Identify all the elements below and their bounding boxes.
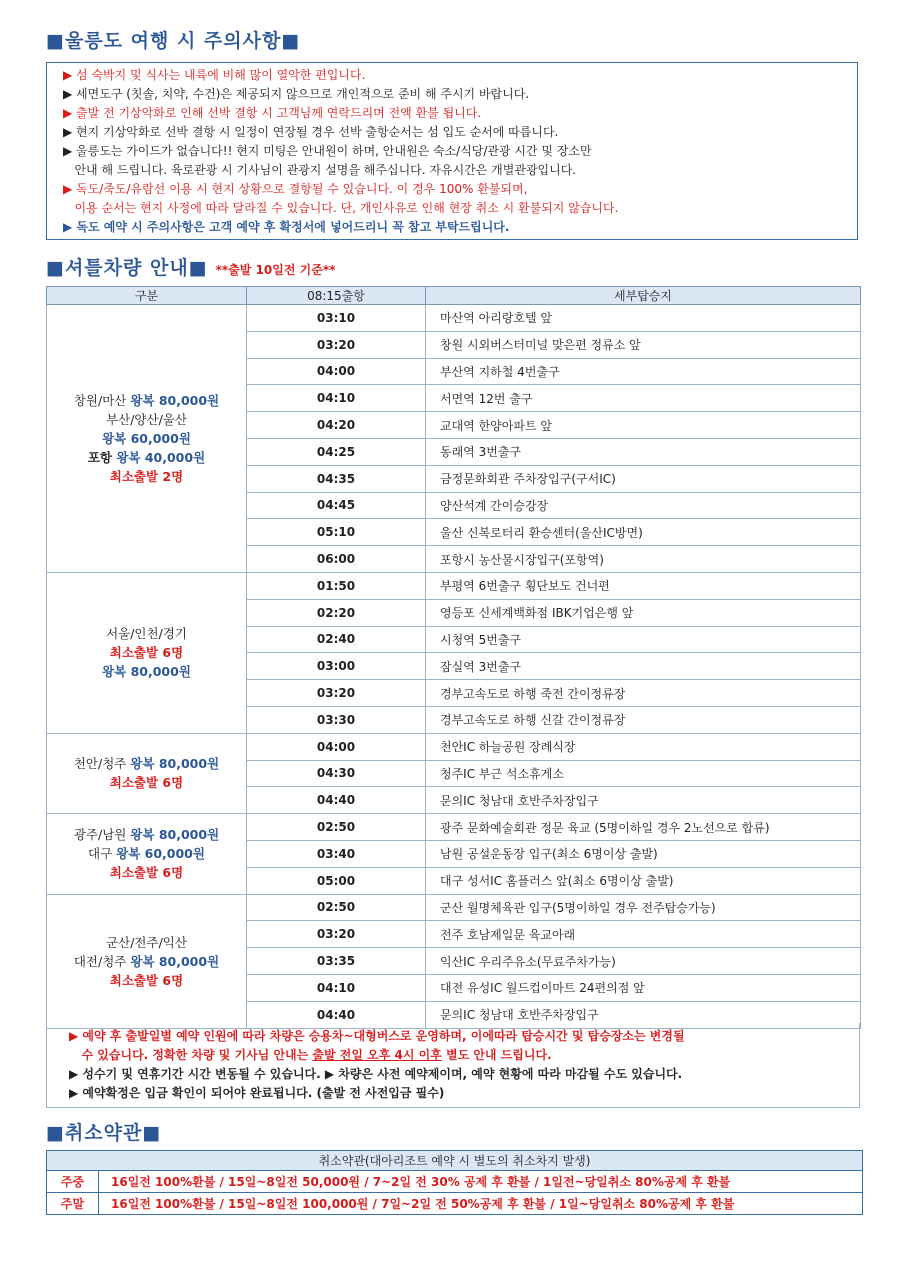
region-line (47, 662, 246, 681)
boarding-stop: 창원 시외버스터미널 맞은편 정류소 앞 (426, 331, 861, 358)
boarding-stop: 시청역 5번출구 (426, 626, 861, 653)
boarding-stop: 경부고속도로 하행 죽전 간이정류장 (426, 680, 861, 707)
departure-time: 01:50 (247, 572, 426, 599)
notice-line: 안내 해 드립니다. 육로관광 시 기사님이 관광지 설명을 해주십니다. 자유시간은 개별관광입니다. (63, 163, 577, 177)
table-row (47, 894, 861, 921)
departure-time: 05:10 (247, 519, 426, 546)
notice-title: ■울릉도 여행 시 주의사항■ (46, 30, 301, 52)
cancel-text-weekend: 16일전 100%환불 / 15일~8일전 100,000원 / 7일~2일 전 50%공제 후 환불 / 1일~당일취소 80%공제 후 환불 (99, 1193, 863, 1215)
table-row (47, 1171, 863, 1193)
departure-time: 03:20 (247, 680, 426, 707)
boarding-stop: 군산 월명체육관 입구(5명이하일 경우 전주탑승가능) (426, 894, 861, 921)
cancel-label-weekday: 주중 (47, 1171, 99, 1193)
boarding-stop: 교대역 한양아파트 앞 (426, 412, 861, 439)
region-line (47, 467, 246, 486)
departure-time: 04:35 (247, 465, 426, 492)
departure-time: 05:00 (247, 867, 426, 894)
notice-line: ▶ 섬 숙박지 및 식사는 내륙에 비해 많이 열악한 편입니다. (63, 68, 366, 82)
region-text: 대구 (88, 846, 117, 862)
shuttle-subtitle: **출발 10일전 기준** (215, 263, 336, 277)
boarding-stop: 영등포 신세계백화점 IBK기업은행 앞 (426, 599, 861, 626)
boarding-stop: 남원 공설운동장 입구(최소 6명이상 출발) (426, 840, 861, 867)
header-category: 구분 (47, 287, 247, 305)
notice-box (46, 62, 858, 240)
shuttle-header-row (47, 287, 861, 305)
region-cell (47, 572, 247, 733)
boarding-stop: 금정문화회관 주차장입구(구서IC) (426, 465, 861, 492)
region-line (47, 825, 246, 844)
boarding-stop: 대전 유성IC 월드컵이마트 24편의점 앞 (426, 974, 861, 1001)
departure-time: 02:40 (247, 626, 426, 653)
shuttle-body (47, 305, 861, 1029)
boarding-stop: 문의IC 청남대 호반주차장입구 (426, 1001, 861, 1028)
boarding-stop: 동래역 3번출구 (426, 438, 861, 465)
notice-line: 이용 순서는 현지 사정에 따라 달라질 수 있습니다. 단, 개인사유로 인해 현장 취소 시 환불되지 않습니다. (63, 201, 619, 215)
region-line (47, 863, 246, 882)
region-text: 대전/청주 (73, 953, 131, 969)
region-text: 천안/청주 (73, 756, 131, 772)
note-emphasis: 출발 전일 오후 4시 이후 (312, 1048, 442, 1062)
departure-time: 03:35 (247, 948, 426, 975)
region-text: 최소출발 6명 (109, 972, 184, 988)
departure-time: 03:10 (247, 305, 426, 332)
boarding-stop: 서면역 12번 출구 (426, 385, 861, 412)
table-row (47, 572, 861, 599)
region-line (47, 844, 246, 863)
departure-time: 02:20 (247, 599, 426, 626)
boarding-stop: 마산역 아리랑호텔 앞 (426, 305, 861, 332)
region-text: 왕복 80,000원 (130, 953, 220, 969)
region-line (47, 952, 246, 971)
departure-time: 03:20 (247, 921, 426, 948)
boarding-stop: 천안IC 하늘공원 장례식장 (426, 733, 861, 760)
boarding-stop: 광주 문화예술회관 정문 육교 (5명이하일 경우 2노선으로 합류) (426, 814, 861, 841)
shuttle-title-text: ■셔틀차량 안내■ (46, 257, 208, 279)
cancel-label-weekend: 주말 (47, 1193, 99, 1215)
departure-time: 04:20 (247, 412, 426, 439)
departure-time: 04:25 (247, 438, 426, 465)
cancel-header-row (47, 1151, 863, 1171)
cancel-header: 취소약관(대아리조트 예약 시 별도의 취소차지 발생) (47, 1151, 863, 1171)
note-line (69, 1046, 859, 1065)
departure-time: 02:50 (247, 814, 426, 841)
departure-time: 03:40 (247, 840, 426, 867)
departure-time: 02:50 (247, 894, 426, 921)
region-line (47, 773, 246, 792)
region-text: 최소출발 6명 (109, 865, 184, 881)
departure-time: 04:00 (247, 358, 426, 385)
region-text: 왕복 60,000원 (116, 846, 205, 862)
region-text: 군산/전주/익산 (106, 934, 187, 950)
region-cell (47, 894, 247, 1028)
boarding-stop: 청주IC 부근 석소휴게소 (426, 760, 861, 787)
boarding-stop: 전주 호남제일문 육교아래 (426, 921, 861, 948)
region-line (47, 971, 246, 990)
region-cell (47, 733, 247, 813)
region-text: 최소출발 6명 (109, 645, 184, 661)
table-row (47, 305, 861, 332)
region-text: 부산/양산/울산 (106, 411, 187, 427)
departure-time: 03:30 (247, 706, 426, 733)
region-line (47, 391, 246, 410)
boarding-stop: 경부고속도로 하행 신갈 간이정류장 (426, 706, 861, 733)
note-text: 수 있습니다. 정확한 차량 및 기사님 안내는 (69, 1048, 313, 1062)
region-text: 포항 (87, 449, 117, 465)
notice-line: ▶ 출발 전 기상악화로 인해 선박 결항 시 고객님께 연락드리며 전액 환불 됩니다. (63, 106, 482, 120)
note-line: ▶ 성수기 및 연휴기간 시간 변동될 수 있습니다. ▶ 차량은 사전 예약제이며, 예약 현황에 따라 마감될 수도 있습니다. (69, 1067, 683, 1081)
departure-time: 04:10 (247, 974, 426, 1001)
departure-time: 03:00 (247, 653, 426, 680)
boarding-stop: 포항시 농산물시장입구(포항역) (426, 546, 861, 573)
boarding-stop: 문의IC 청남대 호반주차장입구 (426, 787, 861, 814)
note-line: ▶ 예약확정은 입금 확인이 되어야 완료됩니다. (출발 전 사전입금 필수) (69, 1086, 445, 1100)
departure-time: 04:30 (247, 760, 426, 787)
region-text: 왕복 40,000원 (116, 449, 206, 465)
boarding-stop: 익산IC 우리주유소(무료주차가능) (426, 948, 861, 975)
region-text: 왕복 80,000원 (130, 392, 220, 408)
region-text: 창원/마산 (73, 392, 131, 408)
table-row (47, 1193, 863, 1215)
notice-line: ▶ 독도/죽도/유람선 이용 시 현지 상황으로 결항될 수 있습니다. 이 경우 100% 환불되며, (63, 182, 528, 196)
cancel-table (46, 1150, 863, 1215)
header-stop: 세부탑승지 (426, 287, 861, 305)
cancel-text-weekday: 16일전 100%환불 / 15일~8일전 50,000원 / 7~2일 전 30% 공제 후 환불 / 1일전~당일취소 80%공제 후 환불 (99, 1171, 863, 1193)
region-text: 왕복 80,000원 (130, 827, 220, 843)
notice-line: ▶ 독도 예약 시 주의사항은 고객 예약 후 확정서에 넣어드리니 꼭 참고 부탁드립니다. (63, 220, 510, 234)
boarding-stop: 양산석계 간이승강장 (426, 492, 861, 519)
table-row (47, 814, 861, 841)
region-cell (47, 814, 247, 894)
region-text: 최소출발 6명 (109, 775, 184, 791)
shuttle-table (46, 286, 861, 1029)
departure-time: 04:45 (247, 492, 426, 519)
region-cell (47, 305, 247, 573)
region-line (47, 643, 246, 662)
boarding-stop: 대구 성서IC 홈플러스 앞(최소 6명이상 출발) (426, 867, 861, 894)
region-line (47, 754, 246, 773)
region-line (47, 410, 246, 429)
boarding-stop: 부평역 6번출구 횡단보도 건너편 (426, 572, 861, 599)
region-text: 왕복 80,000원 (130, 756, 220, 772)
departure-time: 03:20 (247, 331, 426, 358)
boarding-stop: 부산역 지하철 4번출구 (426, 358, 861, 385)
region-text: 광주/남원 (73, 827, 131, 843)
notice-line: ▶ 현지 기상악화로 선박 결항 시 일정이 연장될 경우 선박 출항순서는 섬 입도 순서에 따릅니다. (63, 125, 559, 139)
departure-time: 04:00 (247, 733, 426, 760)
note-text: 별도 안내 드립니다. (441, 1048, 552, 1062)
notice-line: ▶ 울릉도는 가이드가 없습니다!! 현지 미팅은 안내원이 하며, 안내원은 숙소/식당/관광 시간 및 장소만 (63, 144, 592, 158)
note-line: ▶ 예약 후 출발일별 예약 인원에 따라 차량은 승용차~대형버스로 운영하며, 이에따라 탑승시간 및 탑승장소는 변경될 (69, 1029, 685, 1043)
region-text: 왕복 60,000원 (102, 430, 191, 446)
cancel-title: ■취소약관■ (46, 1122, 162, 1144)
header-time: 08:15출항 (247, 287, 426, 305)
departure-time: 04:40 (247, 787, 426, 814)
departure-time: 06:00 (247, 546, 426, 573)
shuttle-title (46, 253, 335, 280)
region-line (47, 448, 246, 467)
region-text: 서울/인천/경기 (106, 626, 187, 642)
boarding-stop: 잠실역 3번출구 (426, 653, 861, 680)
region-line (47, 429, 246, 448)
region-line (47, 933, 246, 952)
region-line (47, 624, 246, 643)
table-row (47, 733, 861, 760)
region-text: 왕복 80,000원 (102, 664, 191, 680)
departure-time: 04:40 (247, 1001, 426, 1028)
shuttle-notes (46, 1023, 860, 1108)
notice-line: ▶ 세면도구 (칫솔, 치약, 수건)은 제공되지 않으므로 개인적으로 준비 해 주시기 바랍니다. (63, 87, 530, 101)
region-text: 최소출발 2명 (109, 468, 184, 484)
boarding-stop: 울산 신복로터리 환승센터(울산IC방면) (426, 519, 861, 546)
departure-time: 04:10 (247, 385, 426, 412)
